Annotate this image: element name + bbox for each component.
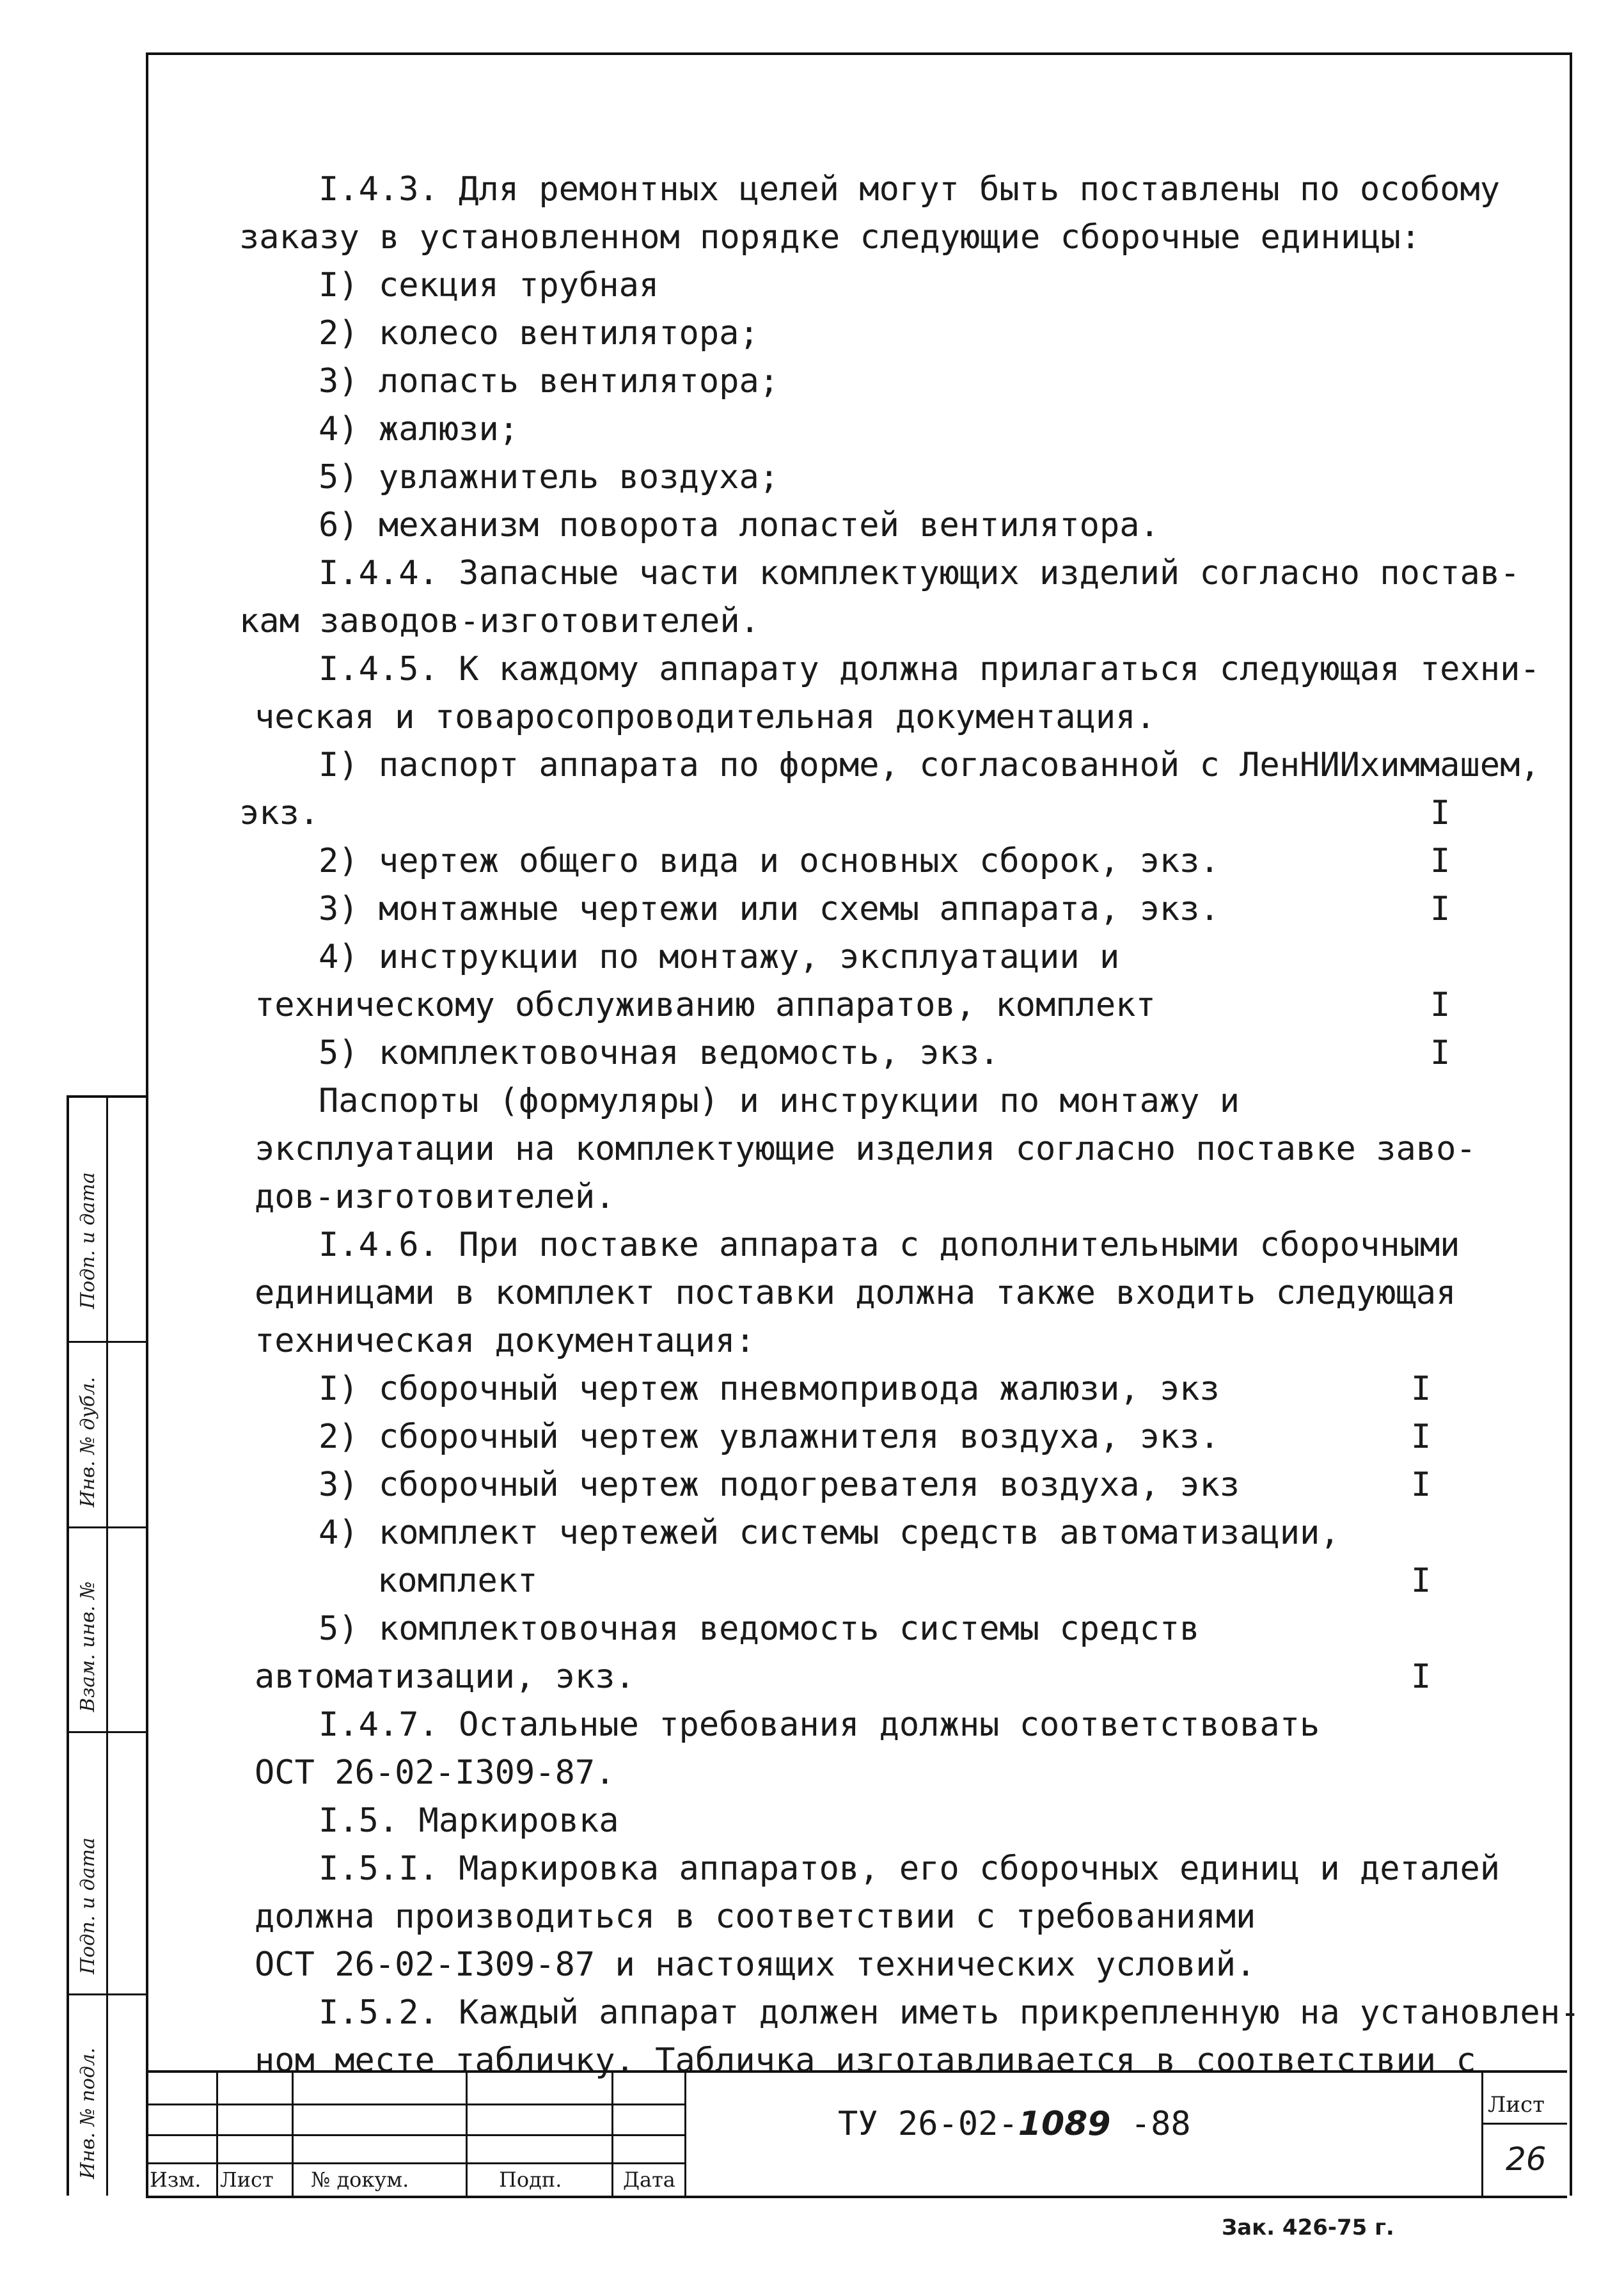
quantity: I (1411, 1370, 1431, 1408)
stamp-header-sheet: Лист (220, 2167, 274, 2192)
sidebar-cell (69, 1526, 148, 1733)
quantity: I (1430, 890, 1451, 928)
quantity: I (1430, 1034, 1451, 1072)
text-line: I) секция трубная (319, 266, 659, 305)
text-line: 6) механизм поворота лопастей вентилятора. (319, 506, 1160, 544)
text-line: 4) инструкции по монтажу, эксплуатации и (319, 938, 1120, 976)
stamp-header-doc-number: № докум. (311, 2167, 409, 2192)
text-line: комплект (377, 1562, 538, 1600)
quantity: I (1411, 1418, 1431, 1456)
text-line: 3) лопасть вентилятора; (319, 362, 780, 400)
text-line: единицами в комплект поставки должна также входить следующая (255, 1274, 1456, 1312)
order-note: Зак. 426-75 г. (1222, 2215, 1394, 2240)
title-block (146, 2070, 1567, 2198)
text-line: I.4.5. К каждому аппарату должна прилагаться следующая техни- (319, 650, 1540, 688)
quantity: I (1430, 842, 1451, 880)
document-code: ТУ 26-02-1089 -88 (838, 2105, 1191, 2143)
text-line: ном месте табличку. Табличка изготавливается в соответствии с (255, 2041, 1476, 2080)
text-line: I.5. Маркировка (319, 1802, 619, 1840)
text-line: экз. (239, 794, 320, 832)
text-line: I.4.4. Запасные части комплектующих изделий согласно постав- (319, 554, 1520, 592)
text-line: ОСТ 26-02-I309-87. (255, 1754, 615, 1792)
text-line: I.4.6. При поставке аппарата с дополнительными сборочными (319, 1226, 1460, 1264)
text-line: 5) комплектовочная ведомость системы средств (319, 1610, 1200, 1648)
text-line: 2) чертеж общего вида и основных сборок, экз. (319, 842, 1220, 880)
sidebar-label: Инв. № дубл. (77, 1377, 99, 1507)
text-line: I.4.7. Остальные требования должны соответствовать (319, 1706, 1320, 1744)
sidebar-label: Подп. и дата (77, 1172, 99, 1309)
text-line: ОСТ 26-02-I309-87 и настоящих технических условий. (255, 1945, 1256, 1984)
text-line: техническому обслуживанию аппаратов, комплект (255, 986, 1156, 1024)
text-line: I) сборочный чертеж пневмопривода жалюзи, экз (319, 1370, 1220, 1408)
quantity: I (1430, 794, 1451, 832)
quantity: I (1411, 1466, 1431, 1504)
quantity: I (1411, 1658, 1431, 1696)
sheet-number: 26 (1506, 2141, 1547, 2178)
text-line: дов-изготовителей. (255, 1178, 615, 1216)
text-line: I.4.3. Для ремонтных целей могут быть поставлены по особому (319, 170, 1501, 209)
left-sidebar-table (67, 1095, 148, 2196)
sheet-label: Лист (1488, 2092, 1545, 2118)
text-line: кам заводов-изготовителей. (239, 602, 760, 640)
text-line: техническая документация: (255, 1322, 755, 1360)
text-line: заказу в установленном порядке следующие сборочные единицы: (239, 218, 1421, 257)
stamp-header-change: Изм. (150, 2167, 201, 2192)
text-line: Паспорты (формуляры) и инструкции по монтажу и (319, 1082, 1240, 1120)
text-line: 4) комплект чертежей системы средств автоматизации, (319, 1514, 1340, 1552)
text-line: 5) увлажнитель воздуха; (319, 458, 780, 496)
text-line: ческая и товаросопроводительная документация. (255, 698, 1156, 736)
text-line: 5) комплектовочная ведомость, экз. (319, 1034, 1000, 1072)
text-line: автоматизации, экз. (255, 1658, 635, 1696)
sidebar-label: Взам. инв. № (77, 1581, 99, 1712)
text-line: I.5.2. Каждый аппарат должен иметь прикрепленную на установлен- (319, 1993, 1581, 2032)
sidebar-cell (69, 1731, 148, 1995)
text-line: эксплуатации на комплектующие изделия согласно поставке заво- (255, 1130, 1476, 1168)
text-line: 2) сборочный чертеж увлажнителя воздуха, экз. (319, 1418, 1220, 1456)
quantity: I (1430, 986, 1451, 1024)
stamp-header-date: Дата (623, 2167, 675, 2192)
text-line: должна производиться в соответствии с требованиями (255, 1898, 1256, 1936)
quantity: I (1411, 1562, 1431, 1600)
sidebar-label: Подп. и дата (77, 1837, 99, 1974)
sidebar-cell (69, 1098, 148, 1343)
text-line: 3) сборочный чертеж подогревателя воздуха, экз (319, 1466, 1240, 1504)
sidebar-cell (69, 1341, 148, 1528)
text-line: I.5.I. Маркировка аппаратов, его сборочных единиц и деталей (319, 1850, 1501, 1888)
text-line: 3) монтажные чертежи или схемы аппарата, экз. (319, 890, 1220, 928)
text-line: 4) жалюзи; (319, 410, 519, 448)
sidebar-cell (69, 1993, 148, 2193)
text-line: I) паспорт аппарата по форме, согласованной с ЛенНИИхиммашем, (319, 746, 1540, 784)
stamp-header-signature: Подп. (499, 2167, 562, 2192)
text-line: 2) колесо вентилятора; (319, 314, 759, 353)
sidebar-label: Инв. № подл. (77, 2047, 99, 2179)
